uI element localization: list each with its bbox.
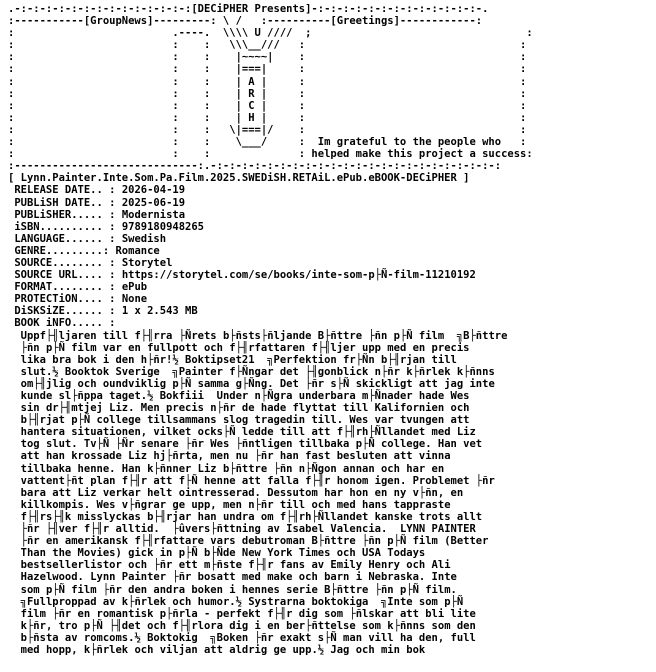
info-value: 2025-06-19: [121, 196, 186, 209]
book-info-line: Uppf├╢ljaren till f├╢rra ├Ñrets b├ñsts├ñljande B├ñttre ├ñn p├Ñ film ╗B├ñttre: [20, 329, 508, 342]
book-info-line: ├ñr ├╢ver f├╢r alltid. ├ûvers├ñttning av Isabel Valencia. LYNN PAINTER: [20, 523, 476, 536]
info-row: [8, 317, 656, 329]
info-row: [8, 197, 656, 209]
header-art-line: : : : | H | : :: [8, 111, 527, 124]
book-info-line: tog slut. Tv├Ñ ├Ñr senare ├ñr Wes ├ñntligen tillbaka p├Ñ college. Han vet: [20, 438, 483, 451]
info-label: SOURCE URL.... :: [14, 269, 116, 282]
header-art-line: : : : : helped make this project a success:: [8, 148, 533, 161]
info-row: [8, 305, 656, 317]
book-info-line: som p├Ñ film ├ñr den andra boken i hennes serie B├ñttre ├ñn p├Ñ film.: [20, 583, 457, 596]
info-row: [8, 209, 656, 221]
info-row: [8, 269, 656, 281]
header-art-line: .-:-:-:-:-:-:-:-:-:-:-:-:-:-:[DECiPHER Presents]-:-:-:-:-:-:-:-:-:-:-:-:-:-.: [8, 3, 489, 15]
header-art-line: : : : \\\__/// : :: [8, 39, 527, 52]
header-art-line: :-----------------------------:.-:-:-:-:-:-:-:-:-:-:-:-:-:-:-:-:-:-:-:-:-:-:-:: [8, 160, 502, 173]
info-label: DiSKSiZE...... :: [14, 305, 116, 318]
book-info-line: b├╢rjat p├Ñ college tillsammans slog tragedin till. Wes var tvungen att: [20, 414, 470, 427]
info-value: Storytel: [121, 256, 173, 269]
header-art-line: : : : | C | : :: [8, 99, 527, 112]
info-label: FORMAT........ :: [14, 281, 116, 294]
info-row: [8, 281, 656, 293]
book-info-line: sin dr├╢mtjej Liz. Men precis n├ñr de hade flyttat till Kalifornien och: [20, 402, 470, 415]
book-info-line: Than the Movies) gick in p├Ñ b├Ñde New York Times och USA Todays: [20, 547, 426, 560]
header-art-line: : .----. \\\\ U //// ; :: [8, 27, 533, 40]
book-info-line: tillbaka henne. Han k├ñnner Liz b├ñttre ├ñn n├Ñgon annan och har en: [20, 462, 445, 475]
info-row: [8, 184, 656, 196]
book-info-line: slut.½ Booktok Sverige ╗Painter f├Ñngar det ├╢gonblick n├ñr k├ñrlek k├ñnns: [20, 365, 495, 378]
info-row: [8, 245, 656, 257]
info-value: Modernista: [121, 208, 186, 221]
book-info-line: Hazelwood. Lynn Painter ├ñr bosatt med make och barn i Nebraska. Inte: [20, 571, 457, 584]
info-value: None: [121, 293, 148, 306]
book-info-line: lika bra bok i den h├ñr!½ Boktipset21 ╗Perfektion fr├Ñn b├╢rjan till: [20, 353, 457, 366]
info-label: GENRE.........:: [14, 244, 110, 257]
book-info-line: om├╢jlig och oundviklig p├Ñ samma g├Ñng. Det ├ñr s├Ñ skickligt att jag inte: [20, 377, 495, 390]
book-info-line: bestsellerlistor och ├ñr ett m├ñste f├╢r fans av Emily Henry och Ali: [20, 559, 451, 572]
book-info-line: med hopp, k├ñrlek och viljan att aldrig ge upp.½ Jag och min bok: [20, 643, 426, 656]
header-art-line: :-----------[GroupNews]---------: \ / :----------[Greetings]------------:: [8, 15, 483, 28]
book-info-line: film ├ñr en romantisk p├ñrla - perfekt f├╢r dig som ├ñlskar att bli lite: [20, 607, 476, 620]
info-value: Swedish: [121, 232, 167, 245]
info-row: [8, 293, 656, 305]
info-row: [8, 221, 656, 233]
book-info-line: ╗Fullproppad av k├ñrlek och humor.½ Systrarna boktokiga ╗Inte som p├Ñ: [20, 595, 464, 608]
info-value: 1 x 2.543 MB: [121, 305, 198, 318]
info-label: BOOK iNFO..... :: [14, 317, 116, 330]
header-art-line: : : : \___/ : Im grateful to the people who :: [8, 136, 527, 149]
info-row: [8, 233, 656, 245]
book-info-line: att han krossade Liz hj├ñrta, men nu ├ñr han fast besluten att vinna: [20, 450, 451, 463]
info-label: LANGUAGE...... :: [14, 232, 116, 245]
book-info-line: k├ñr, tro p├Ñ ├╢det och f├╢rlora dig i en ber├ñttelse som k├ñnns som den: [20, 619, 476, 632]
info-label: iSBN.......... :: [14, 220, 116, 233]
release-title: [ Lynn.Painter.Inte.Som.Pa.Film.2025.SWEDiSH.RETAiL.ePub.eBOOK-DECiPHER ]: [8, 172, 470, 185]
info-label: PROTECTiON.... :: [14, 293, 116, 306]
book-info-line: killkompis. Wes v├ñgrar ge upp, men n├ñr till och med hans tappraste: [20, 498, 451, 511]
header-art-line: : : : | R | : :: [8, 87, 527, 100]
header-art-line: : : : |===| : :: [8, 63, 527, 76]
book-info-line: bara att Liz verkar helt ointresserad. Dessutom har hon en ny v├ñn, en: [20, 486, 464, 499]
info-row: [8, 257, 656, 269]
info-label: PUBLiSH DATE.. :: [14, 196, 116, 209]
info-value: Romance: [115, 244, 160, 257]
book-info-line: b├ñsta av romcoms.½ Boktokig ╗Boken ├ñr exakt s├Ñ man vill ha den, full: [20, 631, 476, 644]
book-info-line: vattent├ñt plan f├╢r att f├Ñ henne att falla f├╢r honom igen. Problemet ├ñr: [20, 474, 495, 487]
header-art-line: : : : | A | : :: [8, 75, 527, 88]
info-label: SOURCE........ :: [14, 256, 116, 269]
header-art-line: : : : \|===|/ : :: [8, 123, 527, 136]
info-value: ePub: [121, 281, 148, 294]
book-info-line: f├╢rs├╢k misslyckas b├╢rjar han undra om f├╢rh├Ñllandet kanske trots allt: [20, 510, 483, 523]
book-info-line: ├ñn p├Ñ film var en fullpott och f├╢rfattaren f├╢ljer upp med en precis: [20, 341, 470, 354]
info-label: PUBLiSHER..... :: [14, 208, 116, 221]
book-info-line: hantera situationen, vilket ocks├Ñ ledde till att f├╢rh├Ñllandet med Liz: [20, 426, 476, 439]
info-label: RELEASE DATE.. :: [14, 184, 116, 197]
info-value: 2026-04-19: [121, 184, 186, 197]
header-art-line: : : : |~~~~| : :: [8, 51, 527, 64]
info-value: 9789180948265: [121, 220, 204, 233]
book-info-line: kunde sl├ñppa taget.½ Bokfiii Under n├Ñgra underbara m├Ñnader hade Wes: [20, 390, 470, 402]
book-info-line: ├ñr en amerikansk f├╢rfattare vars debutroman B├ñttre ├ñn p├Ñ film (Better: [20, 535, 489, 548]
info-value: https://storytel.com/se/books/inte-som-p├Ñ-film-11210192: [121, 269, 476, 282]
